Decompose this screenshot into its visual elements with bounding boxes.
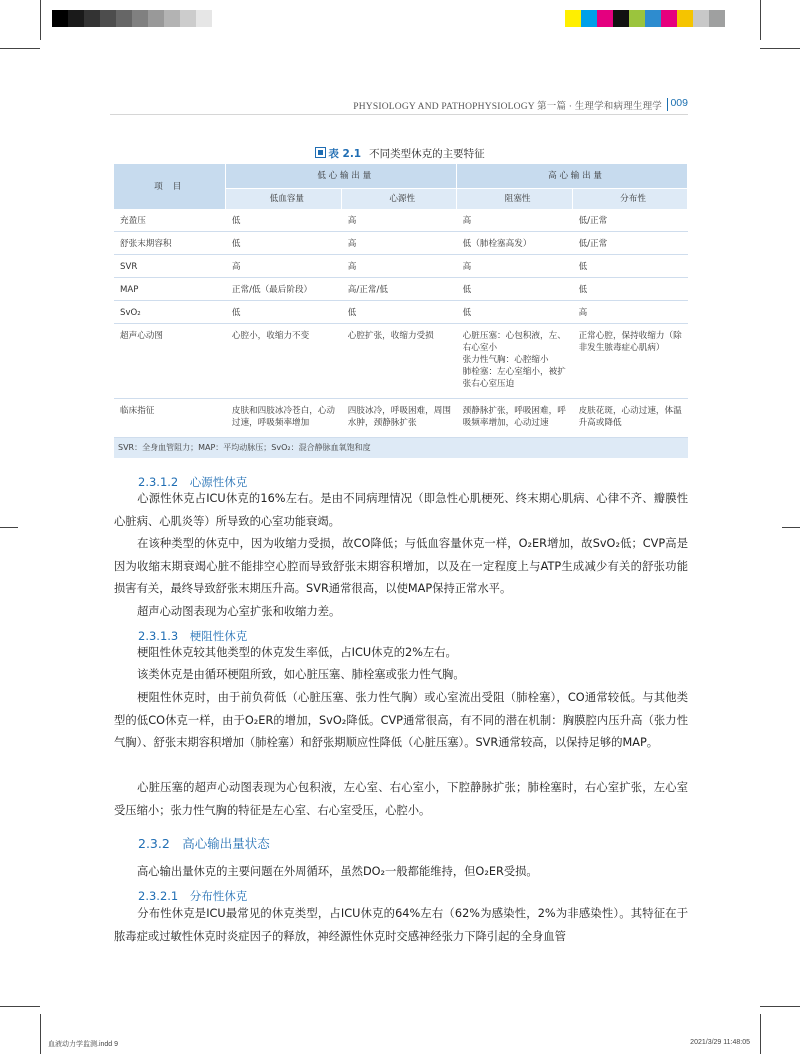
table-row [114, 324, 688, 399]
color-swatch [164, 10, 180, 27]
color-swatch [116, 10, 132, 27]
table-row [114, 255, 688, 278]
color-swatch [709, 10, 725, 27]
table-cell: 高 [342, 209, 457, 232]
color-swatch [84, 10, 100, 27]
paragraph: 梗阻性休克时，由于前负荷低（心脏压塞、张力性气胸）或心室流出受阻（肺栓塞），CO通常较低。与其他类型的低CO休克一样，由于O₂ER的增加，SvO₂降低。CVP通常很高，有不同的潜在机制：胸膜腔内压升高（张力性气胸）、舒张末期容积增加（肺栓塞）和舒张期顺应性降低（心脏压塞）。SVR通常较高，以保持足够的MAP。 [114, 691, 688, 749]
crop-mark [40, 1014, 41, 1054]
table-row [114, 301, 688, 324]
table-cell: 高 [342, 255, 457, 278]
color-swatch [52, 10, 68, 27]
table-caption [0, 146, 800, 161]
table-cell: 低/正常 [573, 232, 688, 255]
paragraph: 梗阻性休克较其他类型的休克发生率低，占ICU休克的2%左右。 [137, 646, 457, 659]
table-marker-icon [315, 147, 326, 158]
table-row [114, 209, 688, 232]
color-swatch [661, 10, 677, 27]
header-separator [667, 98, 668, 111]
crop-mark [0, 1006, 40, 1007]
color-swatch [581, 10, 597, 27]
table-cell: 高 [342, 232, 457, 255]
col-header-item: 项目 [114, 164, 226, 209]
color-swatch [148, 10, 164, 27]
print-file-info: 血液动力学监测.indd 9 [48, 1041, 119, 1048]
paragraph: 超声心动图表现为心室扩张和收缩力差。 [137, 605, 341, 618]
row-label: 充盈压 [114, 209, 226, 232]
paragraph: 心脏压塞的超声心动图表现为心包积液，左心室、右心室小，下腔静脉扩张；肺栓塞时，右心室扩张，左心室受压缩小；张力性气胸的特征是左心室、右心室受压，心腔小。 [114, 781, 688, 817]
crop-mark [760, 48, 800, 49]
print-timestamp: 2021/3/29 11:48:05 [690, 1039, 750, 1046]
color-swatch [677, 10, 693, 27]
crop-mark [40, 0, 41, 40]
crop-mark [0, 527, 18, 528]
shock-features-table [114, 164, 688, 458]
col-header-high-output: 高 心 输 出 量 [457, 164, 688, 189]
color-swatch [100, 10, 116, 27]
col-header-obstructive: 阻塞性 [457, 189, 573, 210]
col-header-low-output: 低 心 输 出 量 [226, 164, 457, 189]
table-cell: 低 [457, 301, 573, 324]
row-label: SvO₂ [114, 301, 226, 324]
paragraph: 高心输出量休克的主要问题在外周循环，虽然DO₂一般都能维持，但O₂ER受损。 [137, 865, 538, 878]
table-cell: 皮肤花斑，心动过速，体温升高或降低 [573, 399, 688, 438]
row-label: 临床指征 [114, 399, 226, 438]
paragraph: 心源性休克占ICU休克的16%左右。是由不同病理情况（即急性心肌梗死、终末期心肌病、心律不齐、瓣膜性心脏病、心肌炎等）所导致的心室功能衰竭。 [114, 492, 688, 528]
running-header [110, 98, 688, 115]
color-swatch [693, 10, 709, 27]
table-cell: 高 [226, 255, 342, 278]
table-cell: 高 [457, 209, 573, 232]
table-cell: 高 [457, 255, 573, 278]
color-bar-right [565, 10, 725, 27]
section-heading: 2.3.2 高心输出量状态 [138, 836, 270, 851]
color-swatch [196, 10, 212, 27]
crop-mark [760, 1006, 800, 1007]
color-swatch [180, 10, 196, 27]
table-cell: 心腔小，收缩力不变 [226, 324, 342, 399]
table-footnote: SVR：全身血管阻力；MAP：平均动脉压；SvO₂：混合静脉血氧饱和度 [114, 438, 688, 459]
paragraph: 在该种类型的休克中，因为收缩力受损，故CO降低；与低血容量休克一样，O₂ER增加，故SvO₂低；CVP高是因为收缩末期衰竭心脏不能排空心腔而导致舒张末期容积增加，以及在一定程度上与ATP生成减少有关的舒张功能损害有关，最终导致舒张末期压升高。SVR通常很高，以使MAP保持正常水平。 [114, 537, 688, 595]
table-cell: 低 [457, 278, 573, 301]
table-row [114, 399, 688, 438]
table-cell: 低（肺栓塞高发） [457, 232, 573, 255]
row-label: MAP [114, 278, 226, 301]
table-cell: 正常/低（最后阶段） [226, 278, 342, 301]
color-swatch [597, 10, 613, 27]
section-heading: 2.3.2.1 分布性休克 [138, 889, 248, 903]
paragraph: 分布性休克是ICU最常见的休克类型，占ICU休克的64%左右（62%为感染性，2%为非感染性）。其特征在于脓毒症或过敏性休克时炎症因子的释放，神经源性休克时交感神经张力下降引起的全身血管 [114, 907, 688, 943]
table-cell: 高 [573, 301, 688, 324]
table-cell: 心脏压塞：心包积液，左、右心室小 张力性气胸：心腔缩小 肺栓塞：左心室缩小，被扩张右心室压迫 [457, 324, 573, 399]
table-cell: 皮肤和四肢冰冷苍白，心动过速，呼吸频率增加 [226, 399, 342, 438]
section-heading: 2.3.1.2 心源性休克 [138, 475, 248, 489]
table-cell: 心腔扩张，收缩力受损 [342, 324, 457, 399]
table-cell: 四肢冰冷，呼吸困难，周围水肿，颈静脉扩张 [342, 399, 457, 438]
color-swatch [132, 10, 148, 27]
table-cell: 颈静脉扩张，呼吸困难，呼吸频率增加，心动过速 [457, 399, 573, 438]
col-header-distributive: 分布性 [573, 189, 688, 210]
color-swatch [565, 10, 581, 27]
table-cell: 正常心腔，保持收缩力（除非发生脓毒症心肌病） [573, 324, 688, 399]
color-swatch [645, 10, 661, 27]
table-cell: 高/正常/低 [342, 278, 457, 301]
color-swatch [68, 10, 84, 27]
crop-mark [0, 48, 40, 49]
table-row [114, 232, 688, 255]
row-label: 超声心动图 [114, 324, 226, 399]
crop-mark [782, 527, 800, 528]
crop-mark [760, 1014, 761, 1054]
col-header-cardiogenic: 心源性 [342, 189, 457, 210]
color-bar-left [52, 10, 212, 27]
section-heading: 2.3.1.3 梗阻性休克 [138, 629, 248, 643]
crop-mark [760, 0, 761, 40]
paragraph: 该类休克是由循环梗阻所致，如心脏压塞、肺栓塞或张力性气胸。 [137, 668, 465, 681]
table-row [114, 278, 688, 301]
table-cell: 低/正常 [573, 209, 688, 232]
table-cell: 低 [342, 301, 457, 324]
col-header-hypovolemic: 低血容量 [226, 189, 342, 210]
page-number: 009 [670, 97, 688, 109]
color-swatch [613, 10, 629, 27]
table-cell: 低 [573, 255, 688, 278]
running-header-text: PHYSIOLOGY AND PATHOPHYSIOLOGY 第一篇 · 生理学和病理生理学 [353, 102, 662, 112]
row-label: 舒张末期容积 [114, 232, 226, 255]
table-cell: 低 [226, 209, 342, 232]
table-cell: 低 [226, 232, 342, 255]
table-title: 不同类型休克的主要特征 [369, 148, 485, 160]
color-swatch [629, 10, 645, 27]
table-cell: 低 [573, 278, 688, 301]
table-number: 表 2.1 [328, 148, 362, 160]
row-label: SVR [114, 255, 226, 278]
table-cell: 低 [226, 301, 342, 324]
